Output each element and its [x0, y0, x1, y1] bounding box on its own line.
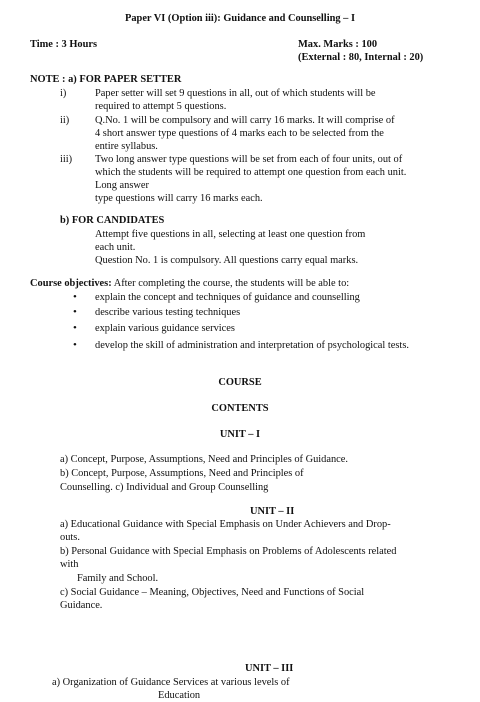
unit-3-line: Education [158, 690, 201, 701]
note-item-line: which the students will be required to attempt one question from each unit. [95, 167, 407, 178]
note-item-line: entire syllabus. [95, 141, 158, 152]
unit-1-line: b) Concept, Purpose, Assumptions, Need and Principles of [60, 468, 304, 479]
note-item-line: Two long answer type questions will be set from each of four units, out of [95, 154, 403, 165]
contents-heading: CONTENTS [211, 403, 269, 414]
candidates-line: Question No. 1 is compulsory. All questions carry equal marks. [95, 255, 359, 266]
unit-1-heading: UNIT – I [219, 429, 261, 440]
max-marks-label: Max. Marks : 100 [298, 39, 378, 50]
note-item-num: ii) [60, 115, 70, 126]
unit-3-heading: UNIT – III [245, 663, 294, 674]
candidates-heading: b) FOR CANDIDATES [60, 215, 165, 226]
note-heading: NOTE : a) FOR PAPER SETTER [30, 74, 182, 85]
objective-item: • describe various testing techniques [95, 306, 240, 319]
unit-1-line: a) Concept, Purpose, Assumptions, Need and Principles of Guidance. [60, 454, 348, 465]
course-heading: COURSE [218, 377, 262, 388]
objectives-paragraph [30, 277, 349, 290]
note-item-line: Q.No. 1 will be compulsory and will carry 16 marks. It will comprise of [95, 115, 395, 126]
objective-item: • explain various guidance services [95, 322, 235, 335]
candidates-line: each unit. [95, 242, 136, 253]
unit-2-line: b) Personal Guidance with Special Emphasis on Problems of Adolescents related [60, 546, 397, 557]
objectives-intro: After completing the course, the students will be able to: [111, 278, 350, 289]
note-item-line: required to attempt 5 questions. [95, 101, 227, 112]
candidates-line: Attempt five questions in all, selecting at least one question from [95, 229, 366, 240]
unit-2-line: outs. [60, 532, 80, 543]
unit-2-line: with [60, 559, 79, 570]
time-label: Time : 3 Hours [30, 39, 98, 50]
unit-2-line: Family and School. [77, 573, 159, 584]
unit-2-line: c) Social Guidance – Meaning, Objectives, Need and Functions of Social [60, 587, 365, 598]
note-item-line: Long answer [95, 180, 149, 191]
note-item-line: 4 short answer type questions of 4 marks each to be selected from the [95, 128, 384, 139]
note-item-line: type questions will carry 16 marks each. [95, 193, 263, 204]
note-item-num: i) [60, 88, 67, 99]
objective-item: • develop the skill of administration and interpretation of psychological tests. [95, 339, 409, 352]
unit-3-line: a) Organization of Guidance Services at various levels of [52, 677, 290, 688]
objectives-label: Course objectives: [30, 278, 112, 289]
note-item-num: iii) [60, 154, 73, 165]
objective-item: • explain the concept and techniques of guidance and counselling [95, 291, 360, 304]
note-item-line: Paper setter will set 9 questions in all, out of which students will be [95, 88, 376, 99]
paper-title: Paper VI (Option iii): Guidance and Counselling – I [125, 13, 355, 24]
unit-2-line: Guidance. [60, 600, 103, 611]
unit-2-heading: UNIT – II [250, 506, 295, 517]
marks-split-label: (External : 80, Internal : 20) [298, 52, 424, 63]
unit-1-line: Counselling. c) Individual and Group Counselling [60, 482, 269, 493]
unit-2-line: a) Educational Guidance with Special Emphasis on Under Achievers and Drop- [60, 519, 391, 530]
